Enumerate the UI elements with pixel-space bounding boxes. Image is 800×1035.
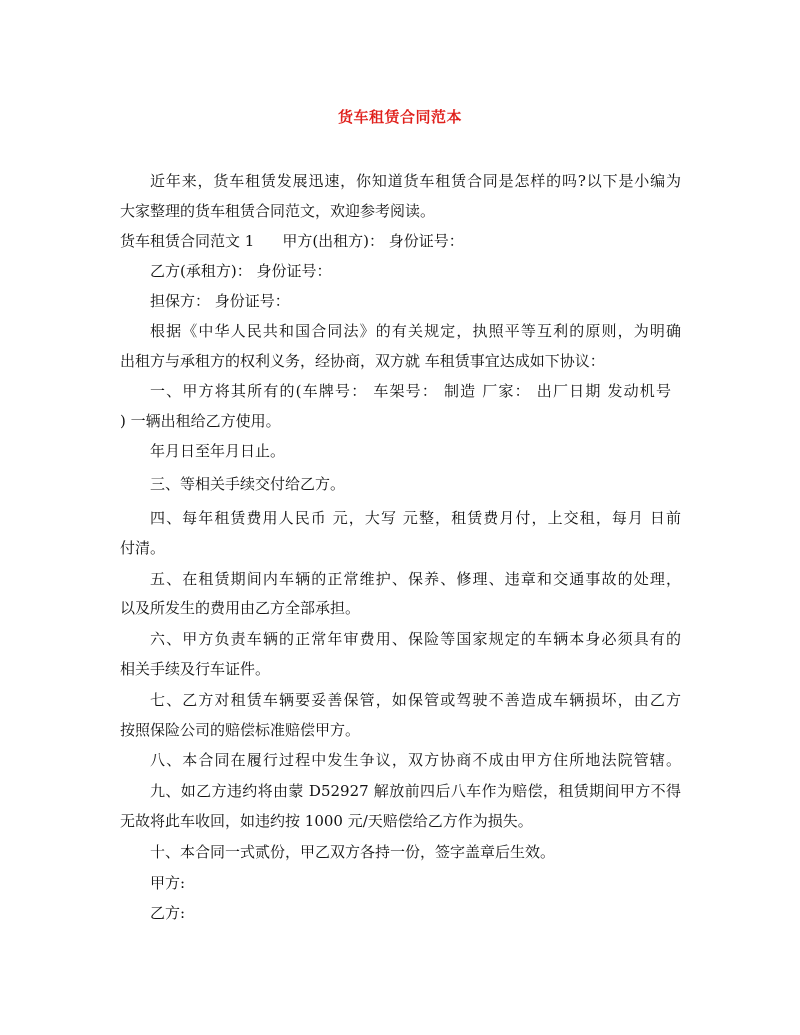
clause-4-line-2: 付清。 bbox=[120, 539, 166, 557]
clause-5-line-2: 以及所发生的费用由乙方全部承担。 bbox=[120, 599, 361, 617]
clause-9-line-1: 九、如乙方违约将由蒙 D52927 解放前四后八车作为赔偿，租赁期间甲方不得 bbox=[150, 782, 681, 800]
clause-6-line-1: 六、甲方负责车辆的正常年审费用、保险等国家规定的车辆本身必须具有的 bbox=[150, 630, 681, 648]
clause-7-line-1: 七、乙方对租赁车辆要妥善保管，如保管或驾驶不善造成车辆损坏，由乙方 bbox=[150, 691, 681, 709]
intro-line-2: 大家整理的货车租赁合同范文，欢迎参考阅读。 bbox=[120, 202, 436, 220]
clause-1-line-2: ) 一辆出租给乙方使用。 bbox=[120, 412, 281, 430]
basis-line-2: 出租方与承租方的权利义务，经协商，双方就 车租赁事宜达成如下协议： bbox=[120, 352, 605, 370]
party-b-line: 乙方(承租方)： 身份证号： bbox=[150, 262, 332, 280]
clause-9-line-2: 无故将此车收回，如违约按 1000 元/天赔偿给乙方作为损失。 bbox=[120, 812, 533, 830]
clause-3: 三、等相关手续交付给乙方。 bbox=[150, 475, 346, 493]
clause-5-line-1: 五、在租赁期间内车辆的正常维护、保养、修理、违章和交通事故的处理， bbox=[150, 570, 681, 588]
basis-line-1: 根据《中华人民共和国合同法》的有关规定，执照平等互利的原则，为明确 bbox=[150, 322, 681, 340]
guarantor-line: 担保方： 身份证号： bbox=[150, 292, 290, 310]
sample-heading-row bbox=[120, 231, 464, 251]
signature-party-a: 甲方: bbox=[150, 874, 186, 892]
term-line: 年月日至年月日止。 bbox=[150, 442, 286, 460]
clause-7-line-2: 按照保险公司的赔偿标准赔偿甲方。 bbox=[120, 721, 361, 739]
sample-heading: 货车租赁合同范文 1 bbox=[120, 232, 255, 250]
clause-8: 八、本合同在履行过程中发生争议，双方协商不成由甲方住所地法院管辖。 bbox=[150, 751, 681, 769]
document-title: 货车租赁合同范本 bbox=[337, 108, 462, 126]
intro-line-1: 近年来，货车租赁发展迅速，你知道货车租赁合同是怎样的吗?以下是小编为 bbox=[150, 172, 681, 190]
party-a-line: 甲方(出租方)： 身份证号： bbox=[282, 232, 464, 250]
clause-6-line-2: 相关手续及行车证件。 bbox=[120, 660, 271, 678]
clause-10: 十、本合同一式贰份，甲乙双方各持一份，签字盖章后生效。 bbox=[150, 843, 556, 861]
clause-4-line-1: 四、每年租赁费用人民币 元，大写 元整，租赁费月付，上交租，每月 日前 bbox=[150, 509, 681, 527]
clause-1-line-1: 一、甲方将其所有的(车牌号： 车架号： 制造 厂家： 出厂日期 发动机号 bbox=[150, 382, 671, 400]
signature-party-b: 乙方: bbox=[150, 904, 186, 922]
